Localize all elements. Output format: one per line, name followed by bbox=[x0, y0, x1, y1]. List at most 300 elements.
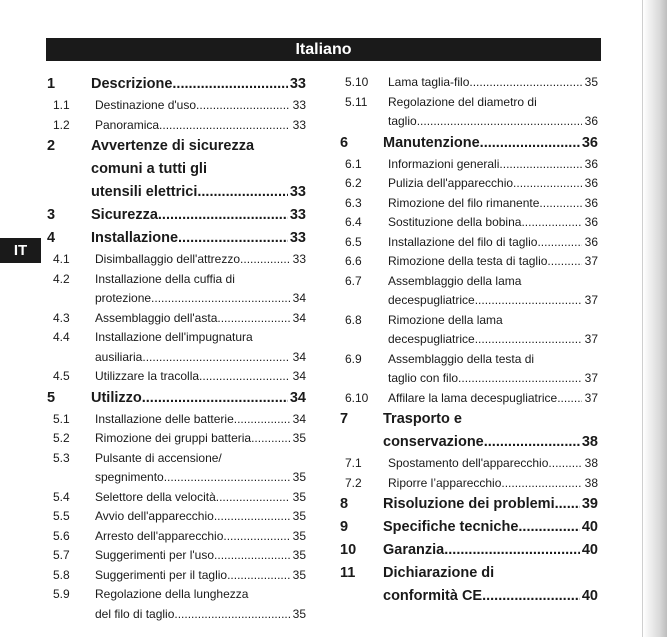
toc-page-number: 34 bbox=[289, 389, 306, 406]
toc-entry-line bbox=[91, 181, 306, 204]
toc-entry-line bbox=[388, 369, 598, 389]
toc-section-entry[interactable] bbox=[340, 252, 598, 272]
toc-entry-title: decespugliatrice bbox=[388, 293, 475, 307]
page-edge-shadow bbox=[643, 0, 667, 637]
toc-entry-line bbox=[95, 328, 306, 348]
toc-entry-title: ausiliaria bbox=[95, 349, 143, 364]
toc-page-number: 40 bbox=[581, 542, 598, 558]
toc-entry-line bbox=[91, 135, 306, 158]
toc-entry-line bbox=[383, 493, 598, 516]
toc-dot-leader bbox=[142, 348, 290, 368]
toc-entry-title: protezione bbox=[95, 291, 152, 305]
toc-entry-body bbox=[383, 408, 598, 454]
toc-entry-title: Suggerimenti per il taglio bbox=[95, 567, 228, 582]
toc-section-entry[interactable] bbox=[340, 155, 598, 175]
toc-entry-title: Destinazione d'uso bbox=[95, 98, 197, 112]
toc-page-number: 36 bbox=[584, 215, 598, 229]
toc-entry-body bbox=[91, 135, 306, 204]
toc-entry-title: Manutenzione bbox=[383, 134, 480, 151]
toc-entry-body bbox=[388, 272, 598, 311]
toc-column-right bbox=[340, 73, 598, 608]
toc-section-entry[interactable] bbox=[46, 585, 306, 624]
toc-chapter-entry[interactable] bbox=[340, 408, 598, 454]
toc-entry-title: Risoluzione dei problemi bbox=[383, 496, 555, 512]
toc-entry-body bbox=[388, 73, 598, 93]
toc-entry-body bbox=[95, 546, 306, 566]
toc-dot-leader bbox=[484, 431, 580, 454]
toc-entry-title: Rimozione del filo rimanente bbox=[388, 195, 540, 210]
toc-entry-title: Installazione della cuffia di bbox=[95, 271, 235, 286]
toc-section-entry[interactable] bbox=[340, 233, 598, 253]
toc-entry-body bbox=[95, 116, 306, 136]
toc-entry-line bbox=[91, 204, 306, 227]
toc-entry-title: Rimozione della testa di taglio bbox=[388, 254, 548, 268]
toc-chapter-entry[interactable] bbox=[340, 516, 598, 539]
toc-entry-line bbox=[383, 585, 598, 608]
toc-chapter-entry[interactable] bbox=[46, 227, 306, 250]
toc-entry-body bbox=[95, 270, 306, 309]
toc-entry-number: 5.2 bbox=[53, 431, 70, 445]
toc-entry-title: Disimballaggio dell'attrezzo bbox=[95, 252, 241, 266]
toc-entry-number: 6.3 bbox=[345, 195, 362, 210]
toc-entry-body bbox=[388, 454, 598, 474]
toc-entry-line bbox=[91, 158, 306, 181]
toc-entry-title: Specifiche tecniche bbox=[383, 519, 519, 535]
toc-page-number: 37 bbox=[584, 332, 598, 346]
toc-chapter-entry[interactable] bbox=[340, 539, 598, 562]
toc-page-number: 34 bbox=[292, 411, 306, 426]
toc-section-entry[interactable] bbox=[46, 270, 306, 309]
toc-entry-title: Arresto dell'apparecchio bbox=[95, 528, 224, 543]
toc-entry-line bbox=[95, 348, 306, 368]
toc-entry-title: spegnimento bbox=[95, 470, 164, 484]
toc-entry-body bbox=[388, 194, 598, 214]
toc-entry-line bbox=[388, 233, 598, 253]
toc-entry-line bbox=[388, 73, 598, 93]
toc-page-number: 35 bbox=[292, 509, 306, 523]
toc-entry-title: Regolazione della lunghezza bbox=[95, 587, 249, 601]
toc-section-entry[interactable] bbox=[46, 367, 306, 387]
toc-entry-number: 6.5 bbox=[345, 234, 362, 249]
toc-entry-number: 6.6 bbox=[345, 254, 362, 268]
toc-dot-leader bbox=[240, 250, 290, 270]
toc-entry-body bbox=[95, 410, 306, 430]
toc-entry-number: 2 bbox=[47, 138, 56, 154]
toc-chapter-entry[interactable] bbox=[46, 73, 306, 96]
toc-entry-title: conformità CE bbox=[383, 588, 483, 604]
toc-dot-leader bbox=[172, 73, 288, 96]
toc-dot-leader bbox=[557, 389, 582, 409]
toc-dot-leader bbox=[251, 429, 290, 449]
toc-entry-number: 6.1 bbox=[345, 156, 362, 171]
toc-entry-body bbox=[95, 250, 306, 270]
toc-entry-title: Spostamento dell'apparecchio bbox=[388, 456, 549, 470]
toc-entry-body bbox=[91, 387, 306, 410]
toc-section-entry[interactable] bbox=[46, 309, 306, 329]
toc-page-number: 34 bbox=[292, 310, 306, 325]
toc-dot-leader bbox=[482, 585, 580, 608]
toc-entry-body bbox=[383, 493, 598, 516]
toc-entry-line bbox=[95, 546, 306, 566]
toc-entry-body bbox=[388, 213, 598, 233]
toc-dot-leader bbox=[539, 194, 582, 214]
toc-entry-line bbox=[388, 194, 598, 214]
toc-entry-line bbox=[388, 350, 598, 370]
toc-entry-line bbox=[388, 311, 598, 331]
toc-dot-leader bbox=[178, 227, 288, 250]
toc-dot-leader bbox=[214, 546, 290, 566]
toc-entry-body bbox=[91, 204, 306, 227]
toc-page-number: 36 bbox=[584, 176, 598, 190]
toc-chapter-entry[interactable] bbox=[340, 493, 598, 516]
toc-entry-number: 4 bbox=[47, 230, 56, 246]
toc-entry-body bbox=[388, 252, 598, 272]
toc-dot-leader bbox=[159, 116, 290, 136]
toc-entry-line bbox=[388, 389, 598, 409]
toc-entry-title: Pulsante di accensione/ bbox=[95, 450, 222, 465]
toc-section-entry[interactable] bbox=[340, 174, 598, 194]
toc-section-entry[interactable] bbox=[46, 507, 306, 527]
toc-dot-leader bbox=[217, 309, 290, 329]
toc-section-entry[interactable] bbox=[340, 194, 598, 214]
toc-entry-title: Rimozione dei gruppi batteria bbox=[95, 431, 252, 445]
toc-page-number: 35 bbox=[292, 431, 306, 445]
toc-entry-line bbox=[91, 73, 306, 96]
toc-entry-title: Sicurezza bbox=[91, 207, 158, 223]
toc-entry-line bbox=[91, 387, 306, 410]
toc-dot-leader bbox=[501, 474, 582, 494]
toc-entry-title: Dichiarazione di bbox=[383, 565, 495, 581]
toc-dot-leader bbox=[227, 566, 290, 586]
toc-entry-number: 4.1 bbox=[53, 252, 70, 266]
toc-page-number: 35 bbox=[292, 567, 306, 582]
toc-page-number: 33 bbox=[289, 207, 306, 223]
toc-entry-title: Avvertenze di sicurezza bbox=[91, 138, 255, 154]
toc-entry-line bbox=[388, 272, 598, 292]
toc-page-number: 38 bbox=[584, 456, 598, 470]
toc-dot-leader bbox=[417, 112, 582, 132]
toc-entry-title: Panoramica bbox=[95, 117, 160, 132]
toc-entry-number: 5.6 bbox=[53, 528, 70, 543]
toc-page-number: 33 bbox=[289, 184, 306, 200]
toc-entry-title: conservazione bbox=[383, 434, 484, 450]
toc-dot-leader bbox=[555, 493, 580, 516]
toc-section-entry[interactable] bbox=[46, 250, 306, 270]
toc-entry-line bbox=[95, 116, 306, 136]
toc-entry-title: Pulizia dell'apparecchio bbox=[388, 176, 514, 190]
toc-entry-title: Assemblaggio dell'asta bbox=[95, 310, 218, 325]
toc-entry-title: Suggerimenti per l'uso bbox=[95, 548, 215, 562]
toc-page-number: 34 bbox=[292, 349, 306, 364]
toc-dot-leader bbox=[158, 204, 288, 227]
toc-section-entry[interactable] bbox=[340, 213, 598, 233]
toc-entry-line bbox=[388, 174, 598, 194]
toc-entry-body bbox=[91, 227, 306, 250]
toc-entry-title: Rimozione della lama bbox=[388, 312, 503, 327]
toc-entry-number: 1 bbox=[47, 76, 56, 92]
toc-entry-line bbox=[95, 429, 306, 449]
toc-entry-line bbox=[388, 291, 598, 311]
toc-dot-leader bbox=[142, 387, 288, 410]
toc-entry-body bbox=[383, 132, 598, 155]
toc-section-entry[interactable] bbox=[46, 410, 306, 430]
toc-dot-leader bbox=[475, 291, 582, 311]
toc-entry-line bbox=[383, 516, 598, 539]
toc-dot-leader bbox=[216, 488, 290, 508]
toc-entry-number: 5.10 bbox=[345, 75, 369, 89]
toc-entry-line bbox=[95, 488, 306, 508]
toc-page-number: 37 bbox=[584, 254, 598, 268]
toc-chapter-entry[interactable] bbox=[340, 132, 598, 155]
toc-entry-body bbox=[383, 516, 598, 539]
toc-chapter-entry[interactable] bbox=[46, 204, 306, 227]
toc-dot-leader bbox=[547, 252, 582, 272]
toc-page-number: 37 bbox=[584, 293, 598, 307]
toc-section-entry[interactable] bbox=[46, 546, 306, 566]
toc-entry-number: 6.2 bbox=[345, 176, 362, 190]
toc-entry-line bbox=[383, 132, 598, 155]
toc-page-number: 38 bbox=[584, 475, 598, 490]
toc-entry-number: 6 bbox=[340, 134, 349, 151]
toc-page-number: 40 bbox=[581, 588, 598, 604]
toc-entry-body bbox=[95, 488, 306, 508]
toc-entry-number: 5.8 bbox=[53, 567, 70, 582]
toc-entry-title: Garanzia bbox=[383, 542, 445, 558]
toc-chapter-entry[interactable] bbox=[46, 387, 306, 410]
toc-page-number: 35 bbox=[584, 75, 598, 89]
toc-entry-title: Lama taglia-filo bbox=[388, 75, 470, 89]
toc-dot-leader bbox=[499, 155, 582, 175]
toc-dot-leader bbox=[164, 468, 290, 488]
toc-page-number: 36 bbox=[584, 156, 598, 171]
toc-entry-number: 5.4 bbox=[53, 489, 70, 504]
language-header: Italiano bbox=[46, 38, 601, 61]
toc-dot-leader bbox=[444, 539, 580, 562]
toc-entry-line bbox=[95, 527, 306, 547]
toc-entry-body bbox=[383, 539, 598, 562]
toc-dot-leader bbox=[548, 454, 582, 474]
toc-entry-body bbox=[95, 566, 306, 586]
toc-page-number: 35 bbox=[292, 606, 306, 621]
toc-page-number: 33 bbox=[289, 230, 306, 246]
toc-entry-line bbox=[95, 566, 306, 586]
toc-entry-title: Installazione delle batterie bbox=[95, 411, 234, 426]
toc-entry-line bbox=[95, 289, 306, 309]
toc-entry-number: 5.5 bbox=[53, 509, 70, 523]
toc-entry-number: 5 bbox=[47, 389, 56, 406]
toc-section-entry[interactable] bbox=[46, 116, 306, 136]
toc-section-entry[interactable] bbox=[46, 488, 306, 508]
toc-entry-number: 6.8 bbox=[345, 312, 362, 327]
toc-entry-number: 8 bbox=[340, 496, 349, 512]
toc-page-number: 38 bbox=[581, 434, 598, 450]
toc-dot-leader bbox=[197, 181, 288, 204]
toc-entry-title: Sostituzione della bobina bbox=[388, 215, 522, 229]
toc-entry-body bbox=[388, 474, 598, 494]
toc-entry-title: decespugliatrice bbox=[388, 332, 475, 346]
toc-page-number: 36 bbox=[584, 195, 598, 210]
toc-entry-number: 7 bbox=[340, 411, 349, 427]
toc-entry-line bbox=[388, 93, 598, 113]
toc-section-entry[interactable] bbox=[340, 93, 598, 132]
toc-entry-number: 6.7 bbox=[345, 273, 362, 288]
toc-entry-title: Selettore della velocità bbox=[95, 489, 216, 504]
toc-page-number: 35 bbox=[292, 470, 306, 484]
toc-entry-line bbox=[388, 474, 598, 494]
toc-entry-body bbox=[388, 155, 598, 175]
toc-dot-leader bbox=[537, 233, 582, 253]
toc-entry-body bbox=[95, 527, 306, 547]
toc-entry-number: 5.3 bbox=[53, 450, 70, 465]
toc-entry-title: Descrizione bbox=[91, 76, 173, 92]
toc-dot-leader bbox=[223, 527, 290, 547]
toc-entry-number: 9 bbox=[340, 519, 349, 535]
toc-chapter-entry[interactable] bbox=[46, 135, 306, 204]
toc-entry-number: 5.7 bbox=[53, 548, 70, 562]
toc-column-left bbox=[46, 73, 306, 624]
toc-section-entry[interactable] bbox=[46, 527, 306, 547]
toc-entry-line bbox=[95, 585, 306, 605]
toc-page-number: 34 bbox=[292, 291, 306, 305]
toc-dot-leader bbox=[458, 369, 582, 389]
toc-entry-number: 4.3 bbox=[53, 310, 70, 325]
toc-section-entry[interactable] bbox=[340, 350, 598, 389]
toc-entry-title: Installazione dell'impugnatura bbox=[95, 330, 253, 344]
toc-section-entry[interactable] bbox=[46, 328, 306, 367]
toc-entry-line bbox=[383, 431, 598, 454]
toc-section-entry[interactable] bbox=[340, 474, 598, 494]
toc-entry-body bbox=[388, 233, 598, 253]
toc-dot-leader bbox=[214, 507, 290, 527]
toc-entry-number: 7.2 bbox=[345, 475, 362, 490]
toc-entry-title: Riporre l’apparecchio bbox=[388, 475, 502, 490]
toc-section-entry[interactable] bbox=[340, 389, 598, 409]
toc-page-number: 36 bbox=[584, 114, 598, 128]
toc-entry-line bbox=[383, 408, 598, 431]
toc-entry-number: 6.4 bbox=[345, 215, 362, 229]
toc-entry-line bbox=[383, 562, 598, 585]
toc-page-number: 33 bbox=[292, 252, 306, 266]
toc-entry-number: 11 bbox=[340, 565, 356, 581]
toc-entry-title: utensili elettrici bbox=[91, 184, 198, 200]
toc-entry-title: Assemblaggio della lama bbox=[388, 273, 522, 288]
toc-section-entry[interactable] bbox=[340, 454, 598, 474]
toc-page-number: 35 bbox=[292, 548, 306, 562]
toc-entry-body bbox=[388, 389, 598, 409]
toc-entry-number: 5.1 bbox=[53, 411, 70, 426]
toc-page-number: 36 bbox=[584, 234, 598, 249]
toc-entry-number: 5.9 bbox=[53, 587, 70, 601]
toc-entry-line bbox=[95, 367, 306, 387]
toc-entry-number: 10 bbox=[340, 542, 357, 558]
toc-entry-title: comuni a tutti gli bbox=[91, 161, 207, 177]
toc-entry-body bbox=[383, 562, 598, 608]
toc-entry-title: Utilizzo bbox=[91, 389, 142, 406]
toc-chapter-entry[interactable] bbox=[340, 562, 598, 608]
toc-page-number: 33 bbox=[289, 76, 306, 92]
toc-entry-title: Assemblaggio della testa di bbox=[388, 351, 535, 366]
toc-page-number: 37 bbox=[584, 390, 598, 405]
toc-entry-line bbox=[388, 213, 598, 233]
toc-entry-line bbox=[95, 270, 306, 290]
toc-entry-line bbox=[95, 410, 306, 430]
toc-entry-title: taglio con filo bbox=[388, 371, 459, 385]
toc-entry-number: 1.1 bbox=[53, 98, 70, 112]
toc-entry-body bbox=[95, 429, 306, 449]
toc-entry-body bbox=[95, 309, 306, 329]
toc-entry-title: Installazione del filo di taglio bbox=[388, 234, 538, 249]
toc-dot-leader bbox=[521, 213, 582, 233]
toc-entry-title: Avvio dell'apparecchio bbox=[95, 509, 214, 523]
toc-dot-leader bbox=[480, 132, 580, 155]
toc-entry-number: 4.4 bbox=[53, 330, 70, 344]
toc-entry-line bbox=[95, 250, 306, 270]
toc-entry-number: 6.9 bbox=[345, 351, 362, 366]
toc-dot-leader bbox=[475, 330, 582, 350]
language-side-tab: IT bbox=[0, 238, 41, 263]
toc-entry-line bbox=[95, 449, 306, 469]
toc-entry-title: del filo di taglio bbox=[95, 606, 175, 621]
toc-entry-title: Trasporto e bbox=[383, 411, 462, 427]
toc-dot-leader bbox=[518, 516, 580, 539]
toc-entry-number: 6.10 bbox=[345, 390, 369, 405]
toc-entry-body bbox=[91, 73, 306, 96]
toc-entry-line bbox=[95, 507, 306, 527]
toc-page-number: 40 bbox=[581, 519, 598, 535]
toc-dot-leader bbox=[174, 605, 290, 625]
toc-entry-body bbox=[95, 449, 306, 488]
toc-entry-title: Installazione bbox=[91, 230, 179, 246]
toc-entry-title: Utilizzare la tracolla bbox=[95, 369, 200, 383]
toc-entry-body bbox=[95, 585, 306, 624]
toc-section-entry[interactable] bbox=[340, 73, 598, 93]
toc-entry-body bbox=[95, 507, 306, 527]
toc-section-entry[interactable] bbox=[46, 96, 306, 116]
toc-dot-leader bbox=[513, 174, 582, 194]
toc-entry-line bbox=[95, 96, 306, 116]
toc-section-entry[interactable] bbox=[46, 449, 306, 488]
toc-page-number: 36 bbox=[581, 134, 598, 151]
toc-dot-leader bbox=[199, 367, 290, 387]
toc-page-number: 33 bbox=[292, 98, 306, 112]
toc-entry-title: Affilare la lama decespugliatrice bbox=[388, 390, 558, 405]
toc-entry-title: Regolazione del diametro di bbox=[388, 94, 537, 109]
toc-entry-line bbox=[95, 468, 306, 488]
toc-entry-line bbox=[388, 112, 598, 132]
toc-entry-body bbox=[388, 311, 598, 350]
toc-page-number: 35 bbox=[292, 489, 306, 504]
toc-dot-leader bbox=[469, 73, 582, 93]
toc-entry-line bbox=[388, 155, 598, 175]
toc-entry-line bbox=[95, 605, 306, 625]
toc-entry-line bbox=[388, 454, 598, 474]
toc-entry-line bbox=[388, 330, 598, 350]
toc-section-entry[interactable] bbox=[340, 311, 598, 350]
toc-section-entry[interactable] bbox=[46, 429, 306, 449]
toc-entry-body bbox=[95, 367, 306, 387]
toc-entry-title: Informazioni generali bbox=[388, 156, 500, 171]
toc-entry-body bbox=[388, 350, 598, 389]
toc-entry-number: 1.2 bbox=[53, 117, 70, 132]
toc-section-entry[interactable] bbox=[46, 566, 306, 586]
toc-entry-line bbox=[388, 252, 598, 272]
toc-section-entry[interactable] bbox=[340, 272, 598, 311]
toc-entry-number: 3 bbox=[47, 207, 56, 223]
toc-dot-leader bbox=[234, 410, 290, 430]
toc-page-number: 35 bbox=[292, 528, 306, 543]
toc-entry-line bbox=[95, 309, 306, 329]
toc-entry-body bbox=[388, 174, 598, 194]
